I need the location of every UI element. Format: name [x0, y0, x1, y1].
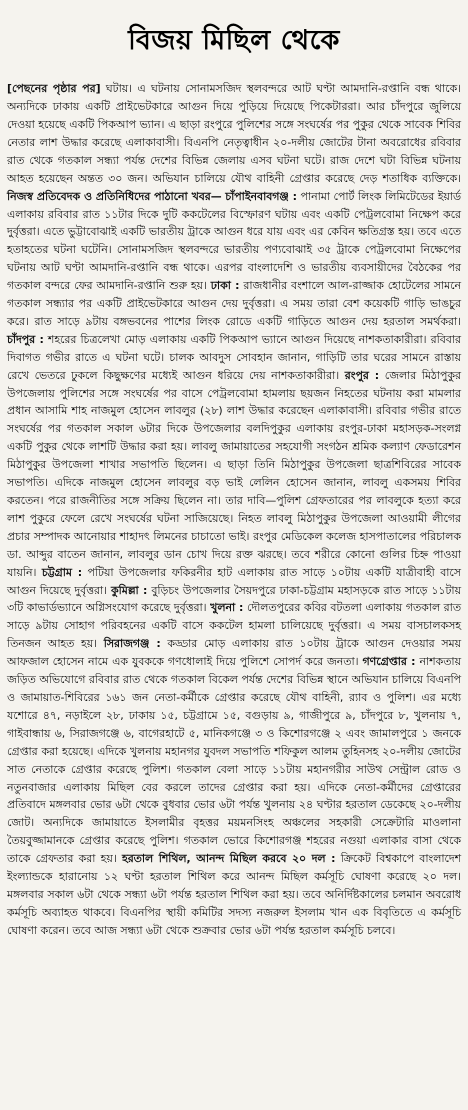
article-text: পানামা পোর্ট লিংক লিমিটেডের ইয়ার্ড এলাকায় রবিবার রাত ১১টার দিকে দুটি ককটেলের বিস্ফোরণ ঘটায় এবং একটি পেট্রলবোমা নিক্ষেপ করে দুর্বৃত্তরা। এতে ভুট্টাবোঝাই একটি ভারতীয় ট্রাকে আগুন ধরে যায় এবং এর কেবিন ক্ষতিগ্রস্ত হয়। তবে এতে হতাহতের ঘটনা ঘটেনি। সোনামসজিদ স্থলবন্দরে ভারতীয় পণ্যবোঝাই ৩৫ ট্রাকে পেট্রলবোমা নিক্ষেপের ঘটনায় আট ঘণ্টা আমদানি-রপ্তানি বন্ধ থাকে। এরপর বাংলাদেশি ও ভারতীয় ব্যবসায়ীদের বৈঠকের পর গতকাল বন্দরে ফের আমদানি-রপ্তানি শুরু হয়। — [7, 189, 462, 293]
article-subhead: চাঁদপুর : — [7, 332, 44, 346]
article-subhead: রংপুর : — [344, 368, 380, 382]
article-text: পটিয়া উপজেলার ফকিরনীর হাট এলাকায় রাত সাড়ে ১০টায় একটি যাত্রীবাহী বাসে আগুন দিয়েছে দুর্বৃত্তরা। — [7, 565, 461, 597]
article-text: জেলার মিঠাপুকুর উপজেলায় পুলিশের সঙ্গে সংঘর্ষের পর বাসে পেট্রলবোমা হামলায় ছয়জন নিহতের ঘটনায় করা মামলার প্রধান আসামি শাহ নাজমুল হোসেন লাবলুর (২৮) লাশ উদ্ধার করেছেন এলাকাবাসী। রবিবার গভীর রাতে সংঘর্ষের পর গতকাল সকাল ৬টার দিকে উপজেলার বলদিপুকুর এলাকায় রংপুর-ঢাকা মহাসড়ক-সংলগ্ন একটি পুকুর থেকে লাশটি উদ্ধার করা হয়। লাবলু জামায়াতের সহযোগী সংগঠন শ্রমিক কল্যাণ ফেডারেশন মিঠাপুকুর উপজেলা শাখার সভাপতি ছিলেন। এ ছাড়া তিনি মিঠাপুকুর উপজেলা ছাত্রশিবিরের সাবেক সভাপতি। এদিকে নাজমুল হোসেন লাবলুর বড় ভাই লেলিন হোসেন জানান, লাবলু একসময় শিবির করতেন। পরে রাজনীতির সঙ্গে সক্রিয় ছিলেন না। তার দাবি—পুলিশ গ্রেফতারের পর লাবলুকে হত্যা করে লাশ পুকুরে ফেলে রেখে সংঘর্ষের ঘটনা সাজিয়েছে। নিহত লাবলু মিঠাপুকুর উপজেলা আওয়ামী লীগের প্রচার সম্পাদক আনোয়ার শাহাদৎ লিমনের চাচাতো ভাই। রংপুর মেডিকেল কলেজ হাসপাতালের পরিচালক ডা. আব্দুর বাতেন জানান, লাবলুর ডান চোখ দিয়ে রক্ত ঝরছে। তবে শরীরে কোনো গুলির চিহ্ন পাওয়া যায়নি। — [7, 368, 461, 579]
article-text: রাজধানীর বংশালে আল-রাজ্জাক হোটেলের সামনে গতকাল সন্ধ্যার পর একটি প্রাইভেটকারে আগুন দেয় দুর্বৃত্তরা। এ সময় তারা বেশ কয়েকটি গাড়ি ভাঙচুর করে। রাত সাড়ে ৯টায় বঙ্গভবনের পাশের লিংক রোডে একটি গাড়িতে আগুন দেয় হরতাল সমর্থকরা। — [7, 279, 461, 328]
article-subhead: হরতাল শিথিল, আনন্দ মিছিল করবে ২০ দল : — [121, 852, 336, 866]
article-subhead: সিরাজগঞ্জ : — [103, 637, 161, 651]
article-body — [7, 80, 461, 940]
article-subhead: নিজস্ব প্রতিবেদক ও প্রতিনিধিদের পাঠানো খবর— — [7, 189, 222, 203]
article-text: শহরের চিত্রলেখা মোড় এলাকায় একটি পিকআপ ভ্যানে আগুন দিয়েছে নাশকতাকারীরা। রবিবার দিবাগত গভীর রাতে এ ঘটনা ঘটে। চালক আবদুস সোবহান জানান, গাড়িটি তার ঘরের সামনে রাস্তায় রেখে ভেতরে ঢুকলে কিছুক্ষণের মধ্যেই আগুন ধরিয়ে দেয় নাশকতাকারীরা। — [7, 332, 461, 382]
article-subhead: [পেছনের পৃষ্ঠার পর] — [7, 82, 101, 96]
article-text: ক্রিকেট বিশ্বকাপে বাংলাদেশ ইংল্যান্ডকে হারানোয় ১২ ঘণ্টা হরতাল শিথিল করে আনন্দ মিছিল কর্মসূচি ঘোষণা করেছে ২০ দল। মঙ্গলবার সকাল ৬টা থেকে সন্ধ্যা ৬টা পর্যন্ত হরতাল শিথিল করা হয়। তবে অনির্দিষ্টকালের চলমান অবরোধ কর্মসূচি অব্যাহত থাকবে। বিএনপির স্থায়ী কমিটির সদস্য নজরুল ইসলাম খান এক বিবৃতিতে এ কর্মসূচি ঘোষণা করেন। তবে আজ সন্ধ্যা ৬টা থেকে শুক্রবার ভোর ৬টা পর্যন্ত হরতাল কর্মসূচি চলবে। — [7, 852, 462, 937]
article-subhead: কুমিল্লা : — [111, 583, 148, 597]
article-subhead: ঢাকা : — [210, 279, 240, 293]
article-subhead: গণগ্রেপ্তার : — [362, 655, 416, 669]
article-paragraph — [7, 80, 461, 940]
article-text: নাশকতায় জড়িত অভিযোগে রবিবার রাত থেকে গতকাল বিকেল পর্যন্ত দেশের বিভিন্ন স্থানে অভিযান চালিয়ে বিএনপি ও জামায়াত-শিবিরের ১৬১ জন নেতা-কর্মীকে গ্রেপ্তার করেছে যৌথ বাহিনী, র‍্যাব ও পুলিশ। এর মধ্যে যশোরে ৪৭, নড়াইলে ২৮, ঢাকায় ১৫, চট্টগ্রামে ১৫, বগুড়ায় ৯, গাজীপুরে ৯, চাঁদপুরে ৮, খুলনায় ৭, গাইবান্ধায় ৬, সিরাজগঞ্জে ৬, বাগেরহাটে ৫, মানিকগঞ্জে ৩ ও কিশোরগঞ্জে ২ এবং জামালপুরে ১ জনকে গ্রেপ্তার করা হয়েছে। এদিকে খুলনায় মহানগর যুবদল সভাপতি শফিকুল আলম তুহিনসহ ২০-দলীয় জোটের সাত নেতাকে গ্রেপ্তার করেছে পুলিশ। গতকাল বেলা সাড়ে ১১টায় মহানগরীর সাউথ সেন্ট্রাল রোড ও নতুনবাজার এলাকায় মিছিল বের করলে তাদের গ্রেপ্তার করা হয়। এদিকে নেতা-কর্মীদের গ্রেপ্তারের প্রতিবাদে মঙ্গলবার ভোর ৬টা থেকে বুধবার ভোর ৬টা পর্যন্ত খুলনায় ২৪ ঘণ্টার হরতাল ডেকেছে ২০-দলীয় জোট। অন্যদিকে জামায়াতে ইসলামীর বৃহত্তর ময়মনসিংহ অঞ্চলের সহকারী সেক্রেটারি মাওলানা তৈয়বুজ্জামানকে গ্রেপ্তার করেছে পুলিশ। গতকাল ভোরে কিশোরগঞ্জ শহরের নগুয়া এলাকার বাসা থেকে তাকে গ্রেফতার করা হয়। — [7, 655, 461, 866]
article-text: বুড়িচং উপজেলার সৈয়দপুরে ঢাকা-চট্টগ্রাম মহাসড়কে রাত সাড়ে ১১টায় ৩টি কাভার্ডভ্যানে অগ্নিসংযোগ করেছে দুর্বৃত্তরা। — [7, 583, 461, 615]
article-text: ঘটায়। এ ঘটনায় সোনামসজিদ স্থলবন্দরে আট ঘণ্টা আমদানি-রপ্তানি বন্ধ থাকে। অন্যদিকে ঢাকায় একটি প্রাইভেটকারে আগুন দিয়ে পুড়িয়ে দিয়েছে পিকেটাররা। আর চাঁদপুরে জুলিয়ে দেওয়া হয়েছে একটি পিকআপ ভ্যান। এ ছাড়া রংপুরে পুলিশের সঙ্গে সংঘর্ষের পর পুকুর থেকে সাবেক শিবির নেতার লাশ উদ্ধার করেছে এলাকাবাসী। বিএনপি নেতৃত্বাধীন ২০-দলীয় জোটের টানা অবরোধের রবিবার রাত থেকে গতকাল সন্ধ্যা পর্যন্ত দেশের বিভিন্ন জেলায় এসব ঘটনা ঘটে। রাজ দেশে ঘটা বিভিন্ন ঘটনায় আহত হয়েছেন অন্তত ৩০ জন। অভিযান চালিয়ে যৌথ বাহিনী গ্রেপ্তার করেছে দেড় শতাধিক ব্যক্তিকে। — [7, 82, 461, 185]
article-text: দৌলতপুরের কবির বটতলা এলাকায় গতকাল রাত সাড়ে ৯টায় সোহাগ পরিবহনের একটি বাসে ককটেল হামলা চালিয়েছে দুর্বৃত্তরা। এ সময় বাসচালকসহ তিনজন আহত হয়। — [7, 601, 462, 651]
headline: বিজয় মিছিল থেকে — [128, 25, 340, 57]
article-subhead: চাঁপাইনবাবগঞ্জ : — [225, 189, 297, 203]
article-text: কড্ডার মোড় এলাকায় রাত ১০টায় ট্রাকে আগুন দেওয়ার সময় আফজাল হোসেন নামে এক যুবককে গণধোলাই দিয়ে পুলিশে সোপর্দ করে জনতা। — [7, 637, 461, 669]
article-subhead: চট্টগ্রাম : — [41, 565, 83, 579]
headline-container — [7, 6, 461, 76]
article-subhead: খুলনা : — [210, 601, 244, 615]
